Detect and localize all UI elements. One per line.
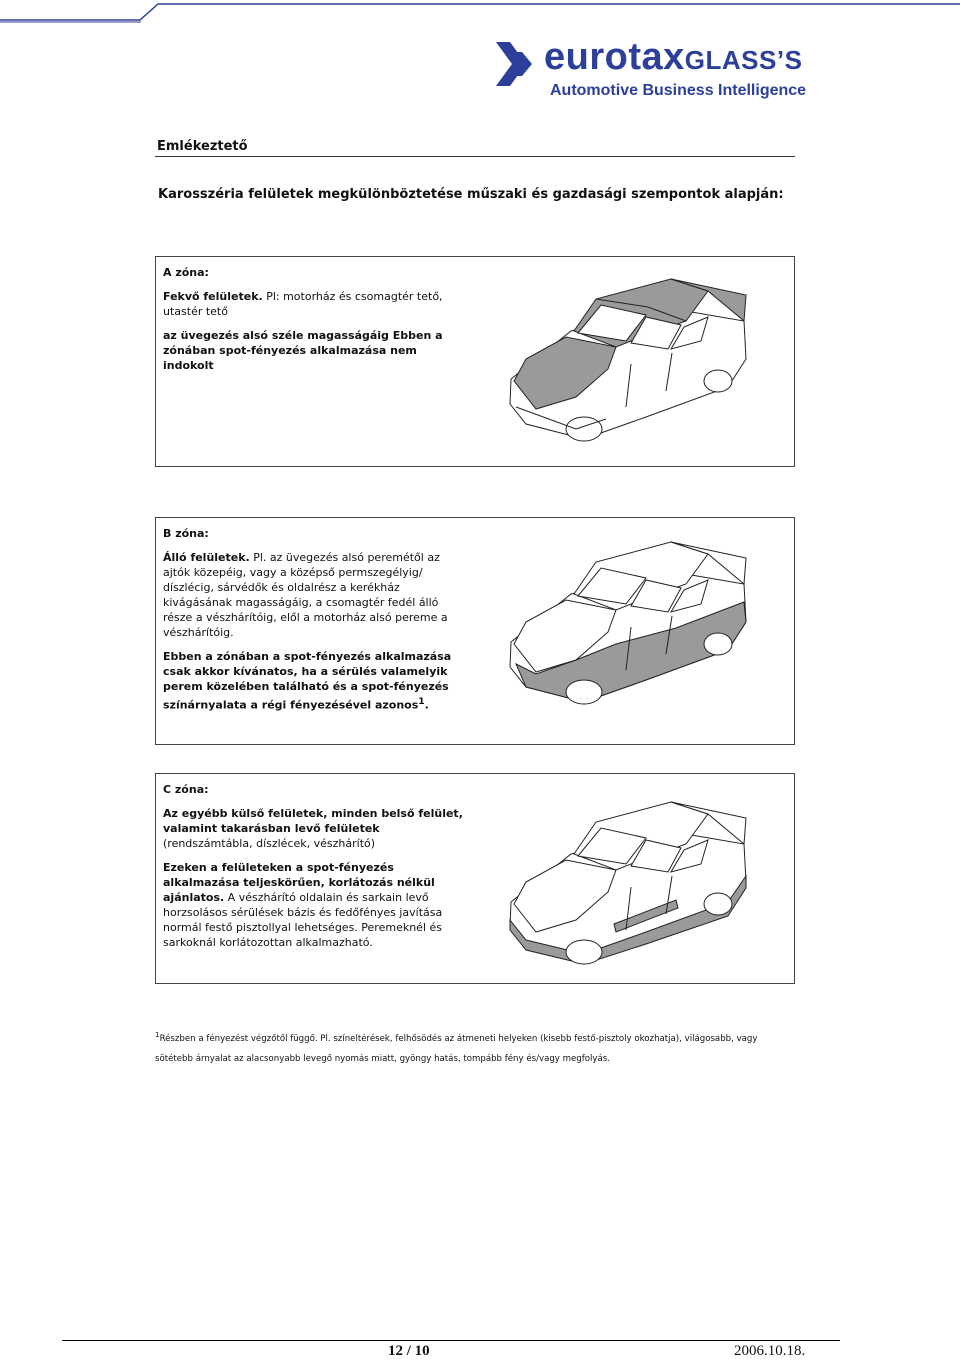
zone-c-label: C zóna: (163, 783, 209, 796)
logo-wordmark: eurotaxGLASS’S (544, 36, 803, 78)
zone-b-box (155, 517, 795, 745)
car-zone-b-illustration (496, 532, 756, 717)
footnote: $^1$Részben a fényezést végzőtől függő. Pl. színeltérések, felhősödés az átmeneti helyeken (kisebb festő-pisztoly okozhatja), világosabb, vagy sötétebb árnyalat az alacsonyabb levegő nyomás miatt, gyöngy hatás, tompább fény és/vagy megfolyás. (155, 1030, 758, 1064)
section-heading: Karosszéria felületek megkülönböztetése műszaki és gazdasági szempontok alapján: (158, 187, 784, 202)
zone-a-paragraph-1: Fekvő felületek. Pl: motorház és csomagtér tető, utastér tető (163, 290, 443, 318)
zone-a-text (163, 265, 463, 382)
top-decorative-bar (0, 0, 960, 24)
zone-b-label: B zóna: (163, 527, 209, 540)
title-underline (155, 156, 795, 157)
zone-a-label: A zóna: (163, 266, 209, 279)
memo-title: Emlékeztető (157, 139, 248, 154)
company-logo (496, 36, 846, 104)
car-zone-a-illustration (496, 269, 756, 454)
zone-c-text (163, 782, 465, 959)
zone-c-box (155, 773, 795, 984)
zone-c-paragraph-1: Az egyébb külső felületek, minden belső felület, valamint takarásban levő felületek (rendszámtábla, díszlécek, vészhárító) (163, 807, 463, 850)
logo-chevron-icon (496, 42, 542, 86)
zone-b-text (163, 526, 461, 722)
zone-b-paragraph-1: Álló felületek. Pl. az üvegezés alsó peremétől az ajtók közepéig, vagy a középső permszegélyig/ díszlécig, sárvédők és oldalrész a kerékház kivágásának magasságáig, a csomagtér fedél álló része a vészhárítóig, elől a motorház alsó pereme a vészhárítóig. (163, 551, 448, 639)
page-number: 12 / 10 (388, 1343, 430, 1359)
zone-c-paragraph-2: Ezeken a felületeken a spot-fényezés alkalmazása teljeskörűen, korlátozás nélkül ajánlatos. A vészhárító oldalain és sarkain levő horzsolásos sérülések bázis és fedőfényes javítása normál festő pisztollyal lehetséges. Peremeknél és sarkoknál korlátozottan alkalmazható. (163, 861, 443, 949)
zone-b-paragraph-2: Ebben a zónában a spot-fényezés alkalmazása csak akkor kívánatos, ha a sérülés valamelyik perem közelében található és a spot-fényezés színárnyalata a régi fényezésével azonos$^1$. (163, 650, 452, 712)
zone-a-paragraph-2: az üvegezés alsó széle magasságáig Ebben a zónában spot-fényezés alkalmazása nem indokolt (163, 329, 443, 372)
footer-date: 2006.10.18. (734, 1343, 806, 1359)
car-zone-c-illustration (496, 792, 756, 977)
footer-rule (62, 1340, 840, 1341)
logo-tagline: Automotive Business Intelligence (550, 82, 807, 99)
zone-a-box (155, 256, 795, 467)
